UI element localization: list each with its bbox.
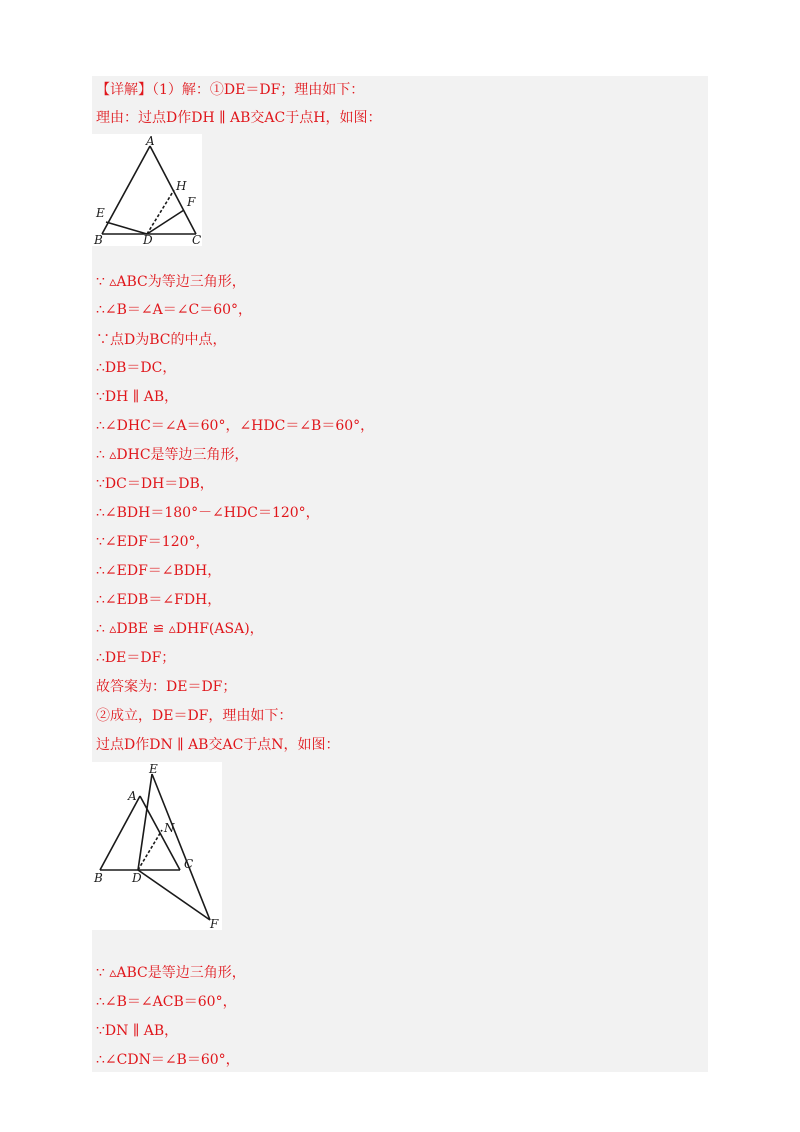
text-line: 过点D作DN ∥ AB交AC于点N，如图： — [96, 737, 340, 753]
text-line: ∴DE＝DF； — [96, 650, 176, 666]
label-a: A — [146, 134, 155, 148]
label-e: E — [149, 762, 158, 776]
label-a: A — [128, 789, 137, 803]
label-b: B — [94, 871, 103, 885]
figure-triangle-dh — [92, 134, 202, 246]
label-n: N — [164, 821, 175, 835]
text-line: ∵DC＝DH＝DB， — [96, 476, 214, 492]
text-line: ∴∠EDB＝∠FDH， — [96, 592, 222, 608]
text-line: ②成立，DE＝DF，理由如下： — [96, 708, 293, 724]
text-line: ∴∠B＝∠ACB＝60°， — [96, 994, 237, 1010]
label-h: H — [176, 179, 187, 193]
text-line: ∴ ▵DHC是等边三角形， — [96, 447, 249, 463]
text-line: ∵DH ∥ AB， — [96, 389, 179, 405]
label-d: D — [143, 233, 153, 246]
solution-heading: 【详解】（1）解：①DE＝DF；理由如下： — [96, 82, 365, 98]
text-line: ∵∠EDF＝120°， — [96, 534, 210, 550]
text-line: ∵DN ∥ AB， — [96, 1023, 179, 1039]
label-d: D — [132, 871, 142, 885]
text-line: 故答案为：DE＝DF； — [96, 679, 237, 695]
text-line: ∵点D为BC的中点， — [96, 332, 227, 348]
text-line: ∵ ▵ABC是等边三角形， — [96, 965, 246, 981]
text-line: ∴∠DHC＝∠A＝60°，∠HDC＝∠B＝60°， — [96, 418, 375, 434]
text-line: ∴ ▵DBE ≌ ▵DHF(ASA)， — [96, 621, 264, 637]
text-line: ∴∠EDF＝∠BDH， — [96, 563, 222, 579]
figure-triangle-dn — [92, 762, 222, 930]
label-f: F — [210, 917, 219, 930]
text-line: ∴∠CDN＝∠B＝60°， — [96, 1052, 240, 1068]
text-line: 理由：过点D作DH ∥ AB交AC于点H，如图： — [96, 110, 382, 126]
label-c: C — [192, 233, 202, 246]
text-line: ∴∠B＝∠A＝∠C＝60°， — [96, 302, 253, 318]
label-b: B — [94, 233, 103, 246]
text-line: ∴DB＝DC， — [96, 360, 177, 376]
label-c: C — [184, 857, 194, 871]
text-line: ∴∠BDH＝180°－∠HDC＝120°， — [96, 505, 320, 521]
label-e: E — [96, 206, 105, 220]
label-f: F — [187, 195, 196, 209]
text-line: ∵ ▵ABC为等边三角形， — [96, 274, 246, 290]
